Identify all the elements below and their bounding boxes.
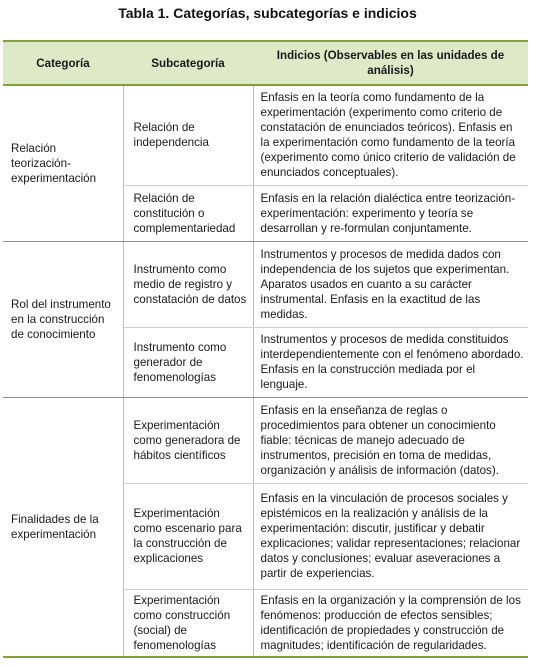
header-categoria: Categoría — [3, 41, 123, 85]
subcategory-cell: Relación de independencia — [123, 85, 253, 185]
subcategory-cell: Experimentación como generadora de hábitos científicos — [123, 397, 253, 483]
indicios-cell: Enfasis en la enseñanza de reglas o procedimientos para obtener un conocimiento fiable: técnicas de manejo adecuado de instrumentos, precisión en toma de medidas, organización y análisis de información (datos). — [253, 397, 528, 483]
subcategory-cell: Relación de constitución o complementariedad — [123, 185, 253, 241]
category-cell: Relación teorización-experimentación — [3, 85, 123, 241]
table-row — [3, 397, 528, 483]
category-cell: Rol del instrumento en la construcción de conocimiento — [3, 241, 123, 397]
table-row — [3, 241, 528, 327]
table-title: Tabla 1. Categorías, subcategorías e indicios — [118, 5, 417, 21]
subcategory-cell: Experimentación como construcción (social) de fenomenologías — [123, 589, 253, 657]
header-row — [3, 41, 528, 85]
indicios-cell: Instrumentos y procesos de medida dados con independencia de los sujetos que experimentan. Aparatos usados en cuanto a su carácter instrumental. Enfasis en la exactitud de las medidas. — [253, 241, 528, 327]
indicios-cell: Enfasis en la organización y la comprensión de los fenómenos: producción de efectos sensibles; identificación de propiedades y construcción de magnitudes; identificación de regularidades. — [253, 589, 528, 657]
table-row — [3, 85, 528, 185]
indicios-cell: Enfasis en la vinculación de procesos sociales y epistémicos en la realización y análisis de la experimentación: discutir, justificar y debatir explicaciones; validar representaciones; relacionar datos y conclusiones; evaluar aseveraciones a partir de experiencias. — [253, 483, 528, 589]
indicios-cell: Instrumentos y procesos de medida constituidos interdependientemente con el fenómeno abordado. Enfasis en la construcción mediada por el lenguaje. — [253, 327, 528, 397]
subcategory-cell: Experimentación como escenario para la construcción de explicaciones — [123, 483, 253, 589]
category-cell: Finalidades de la experimentación — [3, 397, 123, 657]
indicios-cell: Enfasis en la relación dialéctica entre teorización-experimentación: experimento y teoría se desarrollan y re-formulan conjuntamente. — [253, 185, 528, 241]
indicios-cell: Enfasis en la teoría como fundamento de la experimentación (experimento como criterio de constatación de enunciados teóricos). Enfasis en la experimentación como fundamento de la teoría (experimento como único criterio de validación de enunciados conceptuales). — [253, 85, 528, 185]
categories-table — [3, 40, 528, 658]
subcategory-cell: Instrumento como medio de registro y constatación de datos — [123, 241, 253, 327]
header-subcategoria: Subcategoría — [123, 41, 253, 85]
header-indicios: Indicios (Observables en las unidades de análisis) — [253, 41, 528, 85]
subcategory-cell: Instrumento como generador de fenomenologías — [123, 327, 253, 397]
